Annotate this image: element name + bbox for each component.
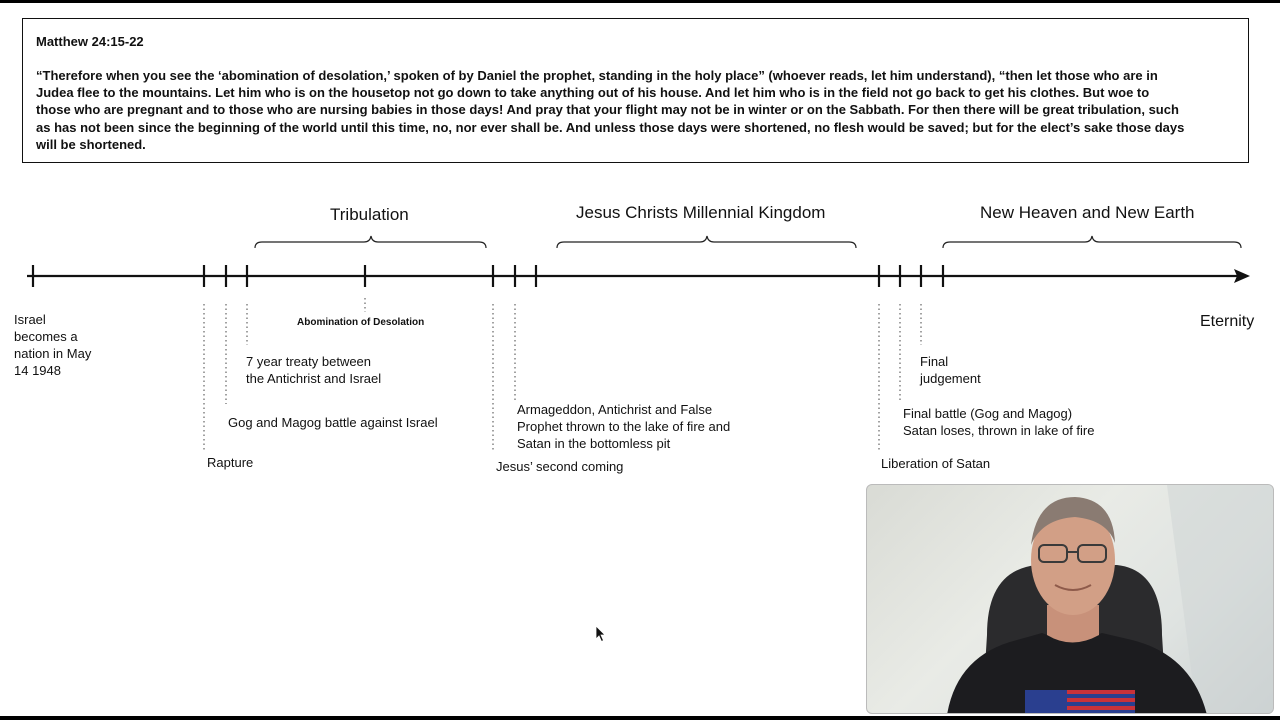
event-liberation-of-satan: Liberation of Satan bbox=[881, 456, 991, 471]
brace-tribulation bbox=[255, 236, 486, 248]
webcam-overlay bbox=[866, 484, 1274, 714]
event-israel-nation: Israel becomes a nation in May 14 1948 bbox=[14, 312, 92, 378]
brace-new-heaven bbox=[943, 236, 1241, 248]
period-tribulation: Tribulation bbox=[330, 205, 409, 224]
scripture-text: “Therefore when you see the ‘abomination of desolation,’ spoken of by Daniel the prophet, standing in the holy place” (whoever reads, let him understand), “then let those who are in Judea flee to the mountains. Let him who is on the housetop not go down to take anything out of his house. And let him who is in the field not go back to get his clothes. But woe to those who are pregnant and to those who are nursing babies in those days! And pray that your flight may not be in winter or on the Sabbath. For then there will be great tribulation, such as has not been since the beginning of the world until this time, no, nor ever shall be. And unless those days were shortened, no flesh would be saved; but for the elect’s sake those days will be shortened. bbox=[36, 68, 1185, 152]
mouse-cursor-icon bbox=[595, 625, 607, 643]
event-final-battle: Final battle (Gog and Magog) Satan loses, thrown in lake of fire bbox=[903, 406, 1095, 438]
event-rapture: Rapture bbox=[207, 455, 254, 470]
event-seven-year-treaty: 7 year treaty between the Antichrist and Israel bbox=[246, 354, 382, 386]
event-armageddon: Armageddon, Antichrist and False Prophet thrown to the lake of fire and Satan in the bottomless pit bbox=[517, 402, 731, 451]
period-millennial-kingdom: Jesus Christs Millennial Kingdom bbox=[576, 203, 826, 222]
event-final-judgement: Final judgement bbox=[920, 354, 981, 386]
period-braces bbox=[255, 236, 1241, 248]
presenter-figure bbox=[867, 485, 1274, 714]
event-eternity: Eternity bbox=[1200, 313, 1255, 330]
event-gog-magog-battle: Gog and Magog battle against Israel bbox=[228, 415, 438, 430]
scripture-reference: Matthew 24:15-22 bbox=[36, 34, 144, 49]
event-abomination-desolation: Abomination of Desolation bbox=[297, 317, 425, 328]
brace-millennium bbox=[557, 236, 856, 248]
event-second-coming: Jesus’ second coming bbox=[496, 459, 624, 474]
period-new-heaven-earth: New Heaven and New Earth bbox=[980, 203, 1195, 222]
bottom-frame-bar bbox=[0, 716, 1280, 720]
